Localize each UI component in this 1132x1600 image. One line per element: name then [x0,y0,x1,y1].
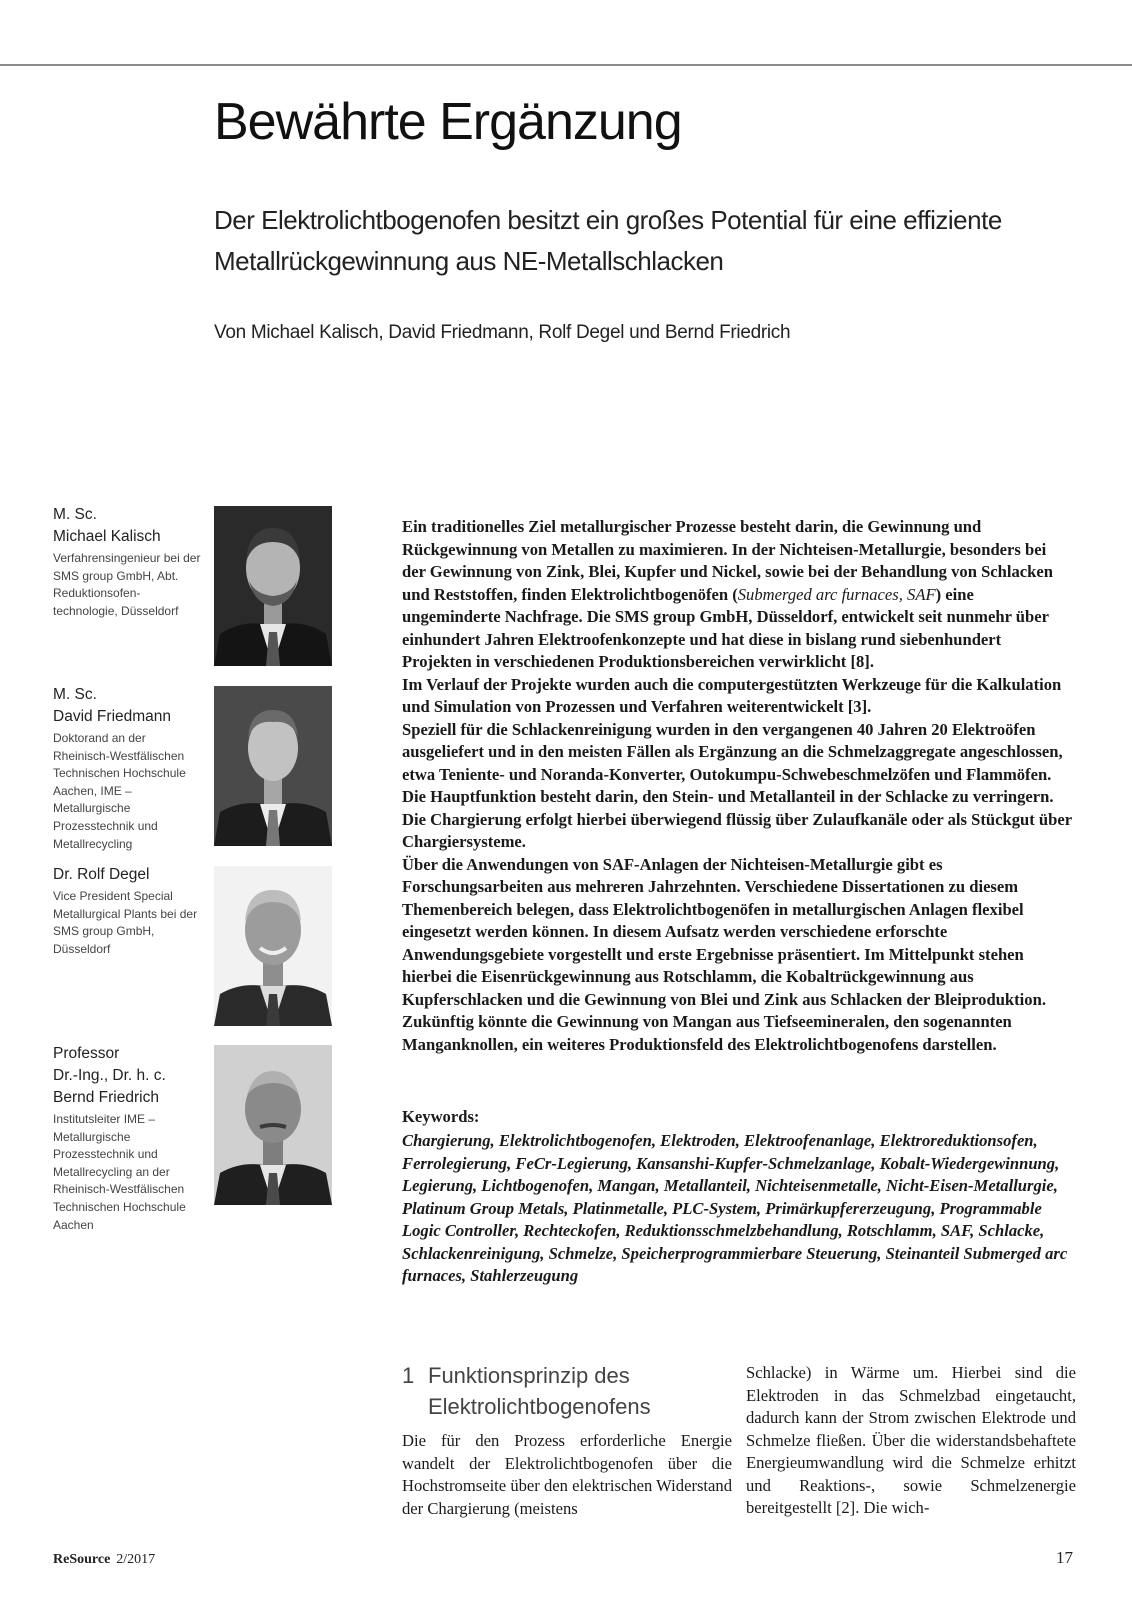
author-bio-kalisch [53,504,203,620]
section-heading [402,1360,742,1422]
author-bio-friedrich [53,1043,203,1234]
journal-name: ReSource [53,1552,111,1567]
intro-text [402,516,1074,1056]
footer-journal [53,1552,155,1568]
keywords-label: Keywords: [402,1107,480,1126]
section-title: Funktionsprinzip des Elektrolichtbogenofens [428,1363,651,1419]
author-name-line: Michael Kalisch [53,528,161,545]
intro-text-run: Ein traditionelles Ziel metallurgischer Prozesse besteht darin, die Gewinnung und Rückgewinnung von Metallen zu maximieren. In der Nichteisen-Metallurgie, besonders bei der Gewinnung von Zink, Blei, Kupfer und Nickel, sowie bei der Behandlung von Schlacken und Reststoffen, finden Elektrolichtbogenöfen ( [402,517,1053,604]
intro-italic-term: Submerged arc furnaces, SAF [737,584,936,604]
author-name-line: Dr.-Ing., Dr. h. c. [53,1067,166,1084]
author-description: Institutsleiter IME – Metallurgische Prozesstechnik und Metallrecycling an der Rheinisch-Westfälischen Technischen Hochschule Aachen [53,1112,186,1232]
intro-text-run: ) eine ungeminderte Nachfrage. Die SMS group GmbH, Düsseldorf, entwickelt seit nunmehr über einhundert Jahren Elektroofenkonzepte und hat diese in bislang rund siebenhundert Projekten in verschiedenen Produktionsbereichen verwirklicht [8]. [402,584,1049,671]
keywords-text: Chargierung, Elektrolichtbogenofen, Elektroden, Elektroofenanlage, Elektroreduktionsofen, Ferrolegierung, FeCr-Legierung, Kansanshi-Kupfer-Schmelzanlage, Kobalt-Wiedergewinnung, Legierung, Lichtbogenofen, Mangan, Metallanteil, Nichteisenmetalle, Nicht-Eisen-Metallurgie, Platinum Group Metals, Platinmetalle, PLC-System, Primärkupfererzeugung, Programmable Logic Controller, Rechteckofen, Reduktionsschmelzbehandlung, Rotschlamm, SAF, Schlacke, Schlackenreinigung, Schmelze, Speicherprogrammierbare Steuerung, Steinanteil Submerged arc furnaces, Stahlerzeugung [402,1131,1068,1285]
author-photo-friedrich [214,1045,332,1205]
author-name-line: David Friedmann [53,708,172,725]
article-subtitle: Der Elektrolichtbogenofen besitzt ein großes Potential für eine effiziente Metallrückgewinnung aus NE-Metallschlacken [214,205,1002,276]
body-column-right: Schlacke) in Wärme um. Hierbei sind die Elektroden in das Schmelzbad eingetaucht, dadurch kann der Strom zwischen Elektrode und Schmelze fließen. Über die widerstandsbehaftete Energieumwandlung wird die Schmelze erhitzt und Reaktions-, sowie Schmelzenergie bereitgestellt [2]. Die wich- [746,1363,1076,1517]
section-number: 1 [402,1363,415,1388]
article-byline: Von Michael Kalisch, David Friedmann, Rolf Degel und Bernd Friedrich [214,322,791,343]
intro-paragraph-1 [402,516,1074,674]
intro-paragraph-4: Über die Anwendungen von SAF-Anlagen der Nichteisen-Metallurgie gibt es Forschungsarbeiten aus mehreren Jahrzehnten. Verschiedene Dissertationen zu diesem Themenbereich belegen, dass Elektrolichtbogenöfen in metallurgischen Anlagen flexibel eingesetzt werden können. In diesem Aufsatz werden verschiedene erforschte Anwendungsgebiete vorgestellt und erste Ergebnisse präsentiert. Im Mittelpunkt stehen hierbei die Eisenrückgewinnung aus Rotschlamm, die Kobaltrückgewinnung aus Kupferschlacken und die Gewinnung von Blei und Zink aus Schlacken der Bleiproduktion. Zukünftig könnte die Gewinnung von Mangan aus Tiefseemineralen, den sogenannten Manganknollen, ein weiteres Produktionsfeld des Elektrolichtbogenofens darstellen. [402,854,1046,1054]
intro-paragraph-2: Im Verlauf der Projekte wurden auch die computergestützten Werkzeuge für die Kalkulation und Simulation von Prozessen und Verfahren weiterentwickelt [3]. [402,674,1062,716]
page-number: 17 [1056,1548,1073,1567]
author-photo-friedmann [214,686,332,846]
author-description: Doktorand an der Rheinisch-Westfälischen Technischen Hochschule Aachen, IME – Metallurgische Prozesstechnik und Metallrecycling [53,731,186,851]
author-description: Vice President Special Metallurgical Plants bei der SMS group GmbH, Düsseldorf [53,889,198,956]
author-name-line: Bernd Friedrich [53,1089,159,1106]
body-column-left: Die für den Prozess erforderliche Energie wandelt der Elektrolichtbogenofen über die Hochstromseite über den elektrischen Widerstand der Chargierung (meistens [402,1431,732,1518]
header-rule [0,64,1132,66]
author-photo-kalisch [214,506,332,666]
author-name-line: Dr. Rolf Degel [53,866,150,883]
journal-issue: 2/2017 [116,1552,156,1567]
intro-paragraph-3: Speziell für die Schlackenreinigung wurden in den vergangenen 40 Jahren 20 Elektroöfen ausgeliefert und in den meisten Fällen als Ergänzung an die Schmelzaggregate angeschlossen, etwa Teniente- und Noranda-Konverter, Outokumpu-Schwebeschmelzöfen und Flammöfen. Die Hauptfunktion besteht darin, den Stein- und Metallanteil in der Schlacke zu verringern. Die Chargierung erfolgt hierbei überwiegend flüssig über Zulaufkanäle oder als Stückgut über Chargiersysteme. [402,719,1072,851]
author-bio-degel [53,864,203,958]
author-bio-friedmann [53,684,203,853]
author-description: Verfahrensingenieur bei der SMS group GmbH, Abt. Reduktionsofen-technologie, Düsseldorf [53,551,201,618]
author-photo-degel [214,866,332,1026]
article-title: Bewährte Ergänzung [214,93,682,151]
author-name-line: Professor [53,1045,120,1062]
author-name-line: M. Sc. [53,506,97,523]
author-name-line: M. Sc. [53,686,97,703]
